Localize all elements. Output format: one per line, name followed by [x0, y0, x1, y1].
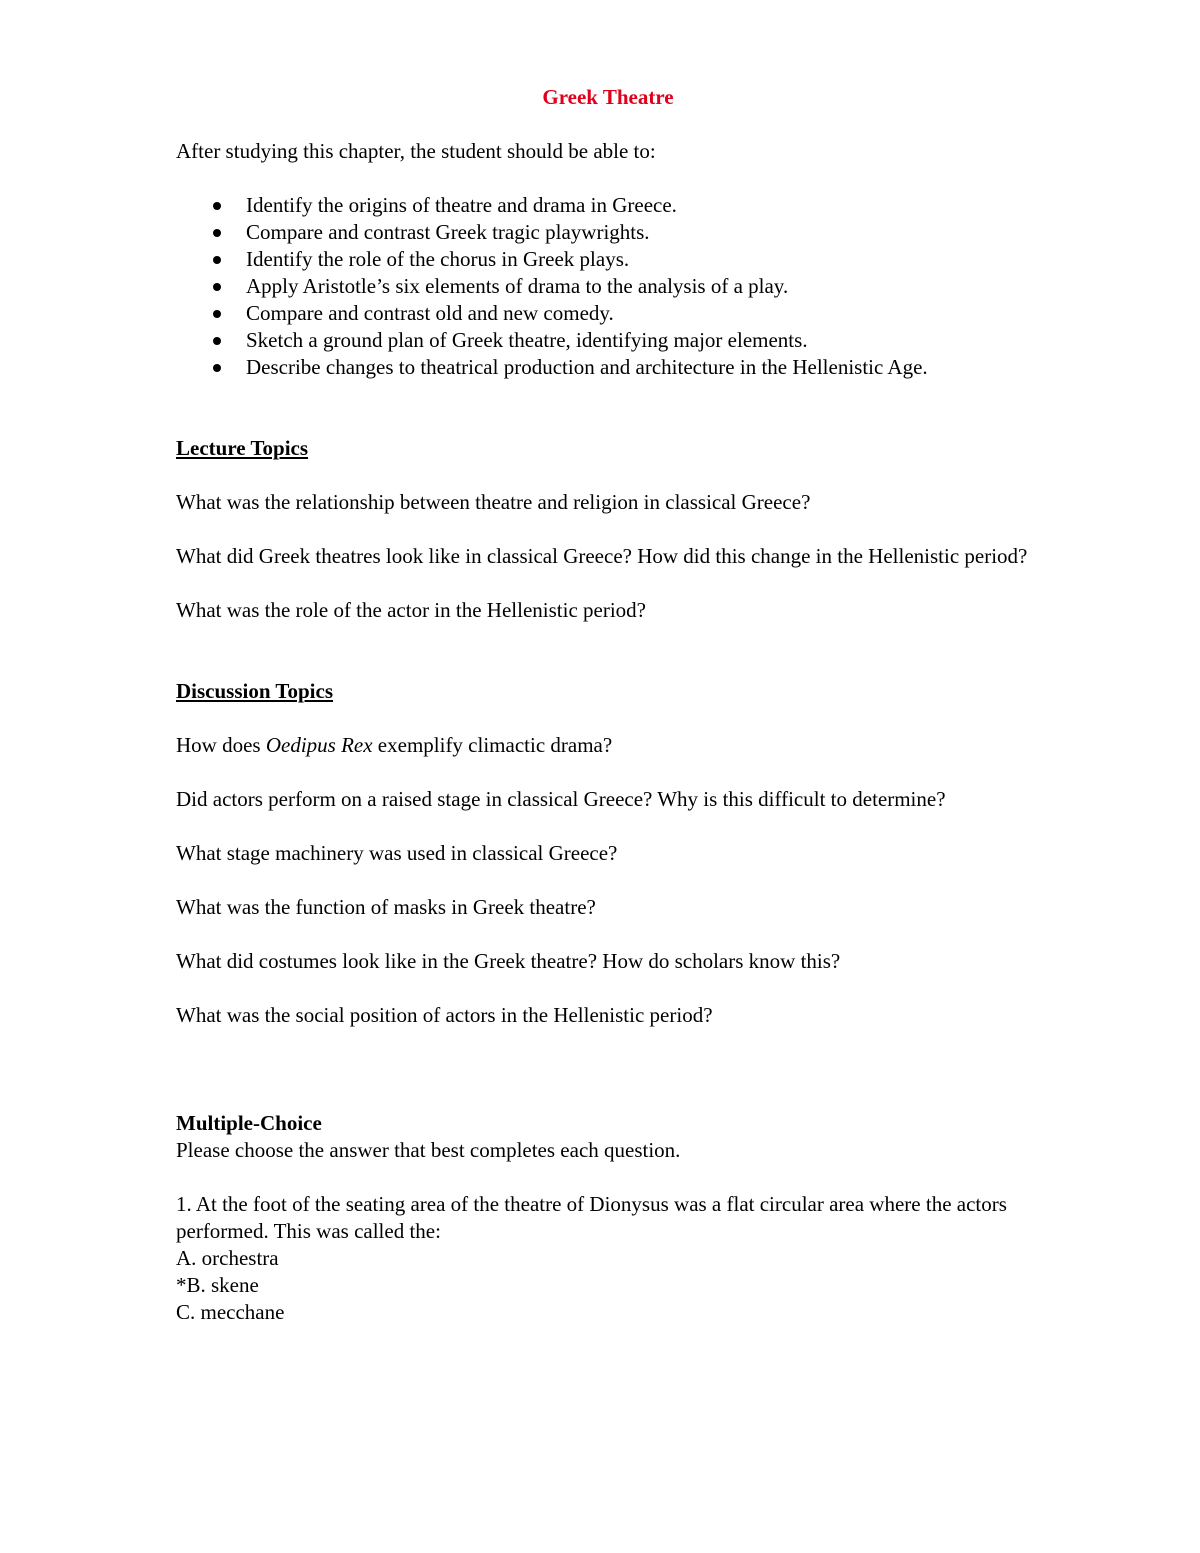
bullet-icon: [213, 256, 221, 264]
discussion-question-text: How does: [176, 733, 266, 757]
bullet-icon: [213, 202, 221, 210]
intro-text: After studying this chapter, the student should be able to:: [176, 139, 656, 163]
multiple-choice-instructions: Please choose the answer that best completes each question.: [176, 1138, 681, 1162]
multiple-choice-heading: Multiple-Choice: [176, 1111, 322, 1135]
discussion-question: What did costumes look like in the Greek theatre? How do scholars know this?: [176, 949, 841, 973]
objective-item: [176, 354, 1036, 381]
discussion-topics-heading: Discussion Topics: [176, 679, 333, 703]
mc-answers: [176, 1245, 1036, 1326]
objective-text: Describe changes to theatrical production and architecture in the Hellenistic Age.: [246, 355, 928, 379]
lecture-topics-list: [176, 489, 1036, 624]
objective-text: Compare and contrast Greek tragic playwrights.: [246, 220, 650, 244]
objective-text: Identify the role of the chorus in Greek plays.: [246, 247, 630, 271]
discussion-question: What was the function of masks in Greek theatre?: [176, 895, 596, 919]
objective-item: [176, 273, 1036, 300]
bullet-icon: [213, 337, 221, 345]
mc-answer: *B. skene: [176, 1273, 259, 1297]
lecture-question: What was the role of the actor in the Hellenistic period?: [176, 598, 646, 622]
lecture-topics-heading: Lecture Topics: [176, 436, 309, 460]
lecture-question: What was the relationship between theatre and religion in classical Greece?: [176, 490, 811, 514]
document-page: [176, 84, 1036, 1326]
objective-text: Apply Aristotle’s six elements of drama to the analysis of a play.: [246, 274, 789, 298]
discussion-question: What stage machinery was used in classical Greece?: [176, 841, 618, 865]
lecture-question: What did Greek theatres look like in classical Greece? How did this change in the Hellenistic period?: [176, 544, 1028, 568]
mc-answer: C. mecchane: [176, 1300, 285, 1324]
bullet-icon: [213, 283, 221, 291]
discussion-question: What was the social position of actors in the Hellenistic period?: [176, 1003, 713, 1027]
bullet-icon: [213, 310, 221, 318]
objectives-list: [176, 192, 1036, 381]
discussion-topics-list: [176, 732, 1036, 1029]
objective-item: [176, 300, 1036, 327]
mc-answer: A. orchestra: [176, 1246, 279, 1270]
objective-item: [176, 219, 1036, 246]
objective-text: Identify the origins of theatre and drama in Greece.: [246, 193, 677, 217]
discussion-question: [176, 732, 1036, 759]
bullet-icon: [213, 364, 221, 372]
document-title: Greek Theatre: [542, 85, 674, 109]
objective-item: [176, 327, 1036, 354]
objective-item: [176, 192, 1036, 219]
play-title: Oedipus Rex: [265, 733, 373, 757]
discussion-question: Did actors perform on a raised stage in classical Greece? Why is this difficult to determine?: [176, 787, 946, 811]
mc-question: 1. At the foot of the seating area of the theatre of Dionysus was a flat circular area where the actors performed. This was called the:: [176, 1192, 1007, 1243]
objective-item: [176, 246, 1036, 273]
discussion-question-text: exemplify climactic drama?: [372, 733, 613, 757]
objective-text: Sketch a ground plan of Greek theatre, identifying major elements.: [246, 328, 808, 352]
bullet-icon: [213, 229, 221, 237]
objective-text: Compare and contrast old and new comedy.: [246, 301, 614, 325]
